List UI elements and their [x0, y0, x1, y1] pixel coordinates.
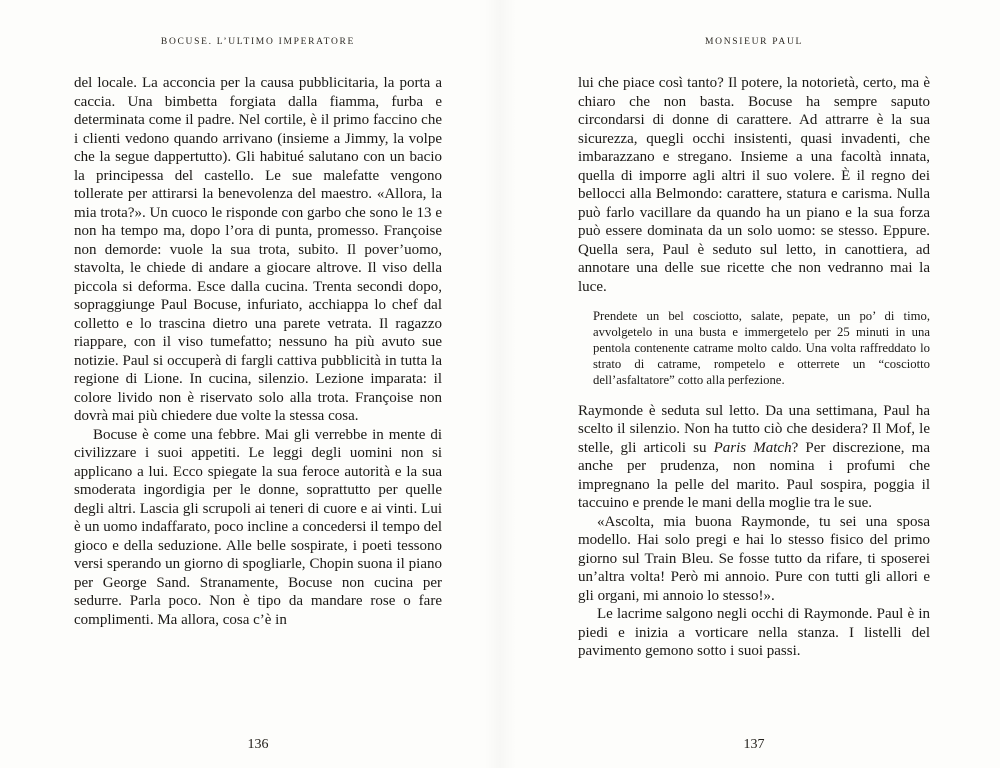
page-right: [500, 0, 1000, 768]
running-header-right: MONSIEUR PAUL: [704, 37, 804, 47]
body-paragraph: [74, 74, 442, 426]
italic-text-run: Paris Match: [713, 439, 792, 456]
page-number-left: 136: [247, 737, 269, 752]
page-number-right: 137: [743, 737, 765, 752]
body-paragraph: [578, 605, 930, 661]
text-run: Le lacrime salgono negli occhi di Raymonde. Paul è in piedi e inizia a vorticare nella stanza. I listelli del pavimento gemono sotto i suoi passi.: [578, 606, 930, 660]
text-run: ? Per discrezione, ma anche per prudenza, non nomina i profumi che impregnano la pelle del marito. Paul sospira, poggia il taccuino e prende le mani della moglie tra le sue.: [578, 439, 931, 512]
text-run: Bocuse è come una febbre. Mai gli verrebbe in mente di civilizzare i suoi appetiti. Le leggi degli uomini non si applicano a lui. Ecco spiegate la sua feroce autorità e la sua smoderata ingordigia per le donne, soprattutto per quelle degli altri. Lascia gli scrupoli ai teneri di cuore e ai vinti. Lui è un uomo indaffarato, poco incline a concedersi il tempo del gioco e della seduzione. Alle belle sospirate, i poeti tessono versi sperando un giorno di spogliarle, Chopin suona il piano per George Sand. Stranamente, Bocuse non cucina per sedurre. Parla poco. Non è tipo da mandare rose o fare complimenti. Ma allora, cosa c’è in: [74, 426, 442, 628]
text-run: del locale. La acconcia per la causa pubblicitaria, la porta a caccia. Una bimbetta forgiata dalla fiamma, furba e determinata come il padre. Nel cortile, è il primo faccino che i clienti vedono quando arrivano (insieme a Jimmy, la volpe che la segue dappertutto). Gli habitué salutano con un bacio la principessa del castello. Le sue malefatte vengono tollerate per attirarsi la benevolenza del maestro. «Allora, la mia trota?». Un cuoco le risponde con garbo che sono le 13 e non ha tempo ma, dopo l’ora di punta, promesso. Françoise non demorde: vuole la sua trota, subito. Il pover’uomo, stavolta, le chiede di andare a giocare altrove. Il viso della piccola si deforma. Esce dalla cucina. Trenta secondi dopo, sopraggiunge Paul Bocuse, infuriato, acchiappa lo chef dal colletto e lo trascina dietro una parete vetrata. Il ragazzo riappare, con il viso tumefatto; nessuno ha più avuto sue notizie. Paul si occuperà di fargli cattiva pubblicità in tutta la regione di Lione. In cucina, silenzio. Lezione imparata: il colore livido non è riservato solo alla trota. Françoise non dovrà mai più chiedere due volte la stessa cosa.: [74, 75, 442, 424]
text-run: «Ascolta, mia buona Raymonde, tu sei una sposa modello. Hai solo pregi e hai lo stesso fisico del primo giorno sul Train Bleu. Se fosse tutto da rifare, ti sposerei un’altra volta! Però mi annoio. Pure con tutti gli allori e gli organi, mi annoio lo stesso!».: [578, 513, 930, 604]
page-text-right: [578, 74, 930, 661]
body-paragraph: [578, 74, 930, 296]
body-paragraph: [74, 426, 442, 630]
running-header-left: BOCUSE. L’ULTIMO IMPERATORE: [160, 37, 356, 47]
page-text-left: [74, 74, 442, 629]
text-run: Raymonde è seduta sul letto. Da una settimana, Paul ha scelto il silenzio. Non ha tutto ciò che desidera? Il Mof, le stelle, gli articoli su: [578, 402, 930, 456]
block-quote-paragraph: [593, 309, 930, 389]
body-paragraph: [578, 402, 930, 513]
body-paragraph: [578, 513, 930, 606]
text-run: lui che piace così tanto? Il potere, la notorietà, certo, ma è chiaro che non basta. Bocuse ha sempre saputo circondarsi di donne di carattere. Ad attrarre è la sua sicurezza, quegli occhi insistenti, quasi invadenti, che imbarazzano e stregano. Insieme a una facoltà innata, quella di imporre agli altri il suo volere. È il regno dei bellocci alla Belmondo: carattere, statura e carisma. Nulla può farlo vacillare da quando ha un piano e la sua forza può essere dominata da un solo uomo: se stesso. Eppure. Quella sera, Paul è seduto sul letto, in canottiera, ad annotare una delle sue ricette che non vedranno mai la luce.: [578, 75, 930, 295]
text-run: Prendete un bel cosciotto, salate, pepate, un po’ di timo, avvolgetelo in una busta e immergetelo per 25 minuti in una pentola contenente catrame molto caldo. Una volta raffreddato lo strato di catrame, rompetelo e otterrete un “cosciotto dell’asfaltatore” cotto alla perfezione.: [593, 309, 930, 387]
